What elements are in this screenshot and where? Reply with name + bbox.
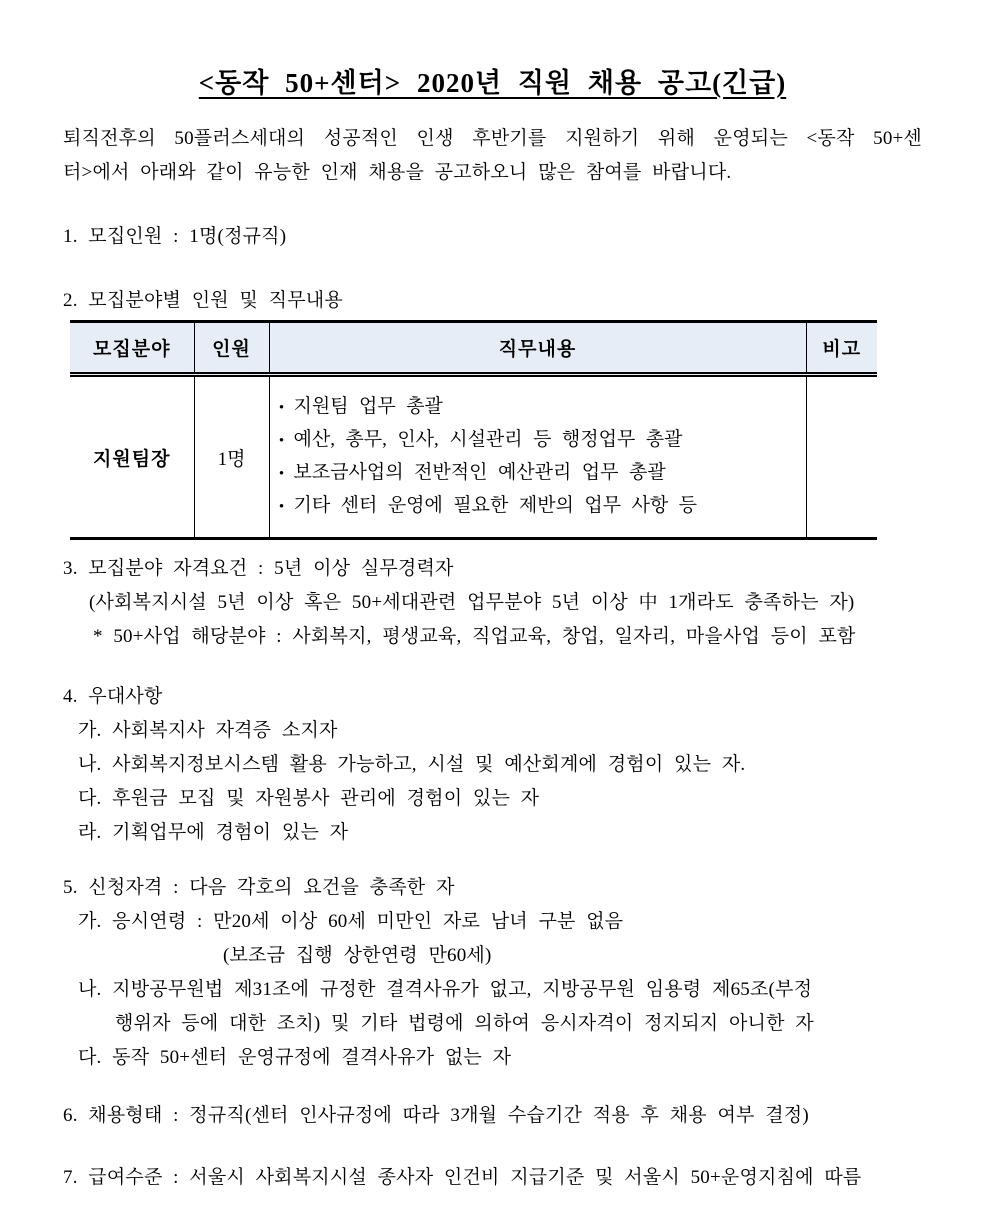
bullet-icon: •: [278, 433, 285, 449]
section-5: [63, 871, 922, 1075]
section-5-item-na-line-1: 나. 지방공무원법 제31조에 규정한 결격사유가 없고, 지방공무원 임용령 제65조(부정: [78, 979, 813, 1000]
duty-text: 기타 센터 운영에 필요한 제반의 업무 사항 등: [293, 495, 698, 516]
intro-line-2: 터>에서 아래와 같이 유능한 인재 채용을 공고하오니 많은 참여를 바랍니다.: [63, 162, 732, 183]
bullet-icon: •: [278, 466, 285, 482]
headcount-cell: 1명: [194, 375, 269, 539]
duty-text: 예산, 총무, 인사, 시설관리 등 행정업무 총괄: [293, 429, 683, 450]
section-2-heading: 2. 모집분야별 인원 및 직무내용: [63, 290, 343, 311]
bullet-icon: •: [278, 400, 285, 416]
recruitment-table-header: [70, 322, 877, 375]
header-row: [70, 322, 877, 375]
section-4-item-ra: 라. 기획업무에 경험이 있는 자: [78, 822, 349, 843]
duty-item: [270, 490, 806, 523]
col-header-duties: 직무내용: [269, 322, 806, 375]
section-5-item-ga: 가. 응시연령 : 만20세 이상 60세 미만인 자로 남녀 구분 없음: [78, 911, 624, 932]
section-4-heading: 4. 우대사항: [63, 686, 163, 707]
duties-cell: [269, 375, 806, 539]
section-3: [63, 552, 922, 654]
document-title: <동작 50+센터> 2020년 직원 채용 공고(긴급): [198, 68, 787, 98]
section-5-item-ga-note: (보조금 집행 상한연령 만60세): [223, 945, 492, 966]
duty-item: [270, 424, 806, 457]
duty-text: 지원팀 업무 총괄: [293, 396, 443, 417]
section-1-heading: 1. 모집인원 : 1명(정규직): [63, 226, 287, 247]
recruitment-table: [70, 320, 877, 540]
duty-text: 보조금사업의 전반적인 예산관리 업무 총괄: [293, 462, 666, 483]
section-5-heading: 5. 신청자격 : 다음 각호의 요건을 충족한 자: [63, 877, 455, 898]
col-header-note: 비고: [806, 322, 877, 375]
field-cell: 지원팀장: [93, 448, 171, 470]
section-7-heading: 7. 급여수준 : 서울시 사회복지시설 종사자 인건비 지급기준 및 서울시 50+운영지침에 따름: [63, 1167, 862, 1188]
intro-line-1: 퇴직전후의 50플러스세대의 성공적인 인생 후반기를 지원하기 위해 운영되는 <동작 50+센: [63, 128, 922, 149]
section-4: [63, 680, 922, 850]
section-4-item-da: 다. 후원금 모집 및 자원봉사 관리에 경험이 있는 자: [78, 788, 540, 809]
section-5-item-da: 다. 동작 50+센터 운영규정에 결격사유가 없는 자: [78, 1047, 512, 1068]
duty-item: [270, 391, 806, 424]
section-5-item-na-line-2: 행위자 등에 대한 조치) 및 기타 법령에 의하여 응시자격이 정지되지 아니한 자: [115, 1013, 814, 1034]
intro-paragraph: [63, 122, 922, 190]
section-3-line-3: * 50+사업 해당분야 : 사회복지, 평생교육, 직업교육, 창업, 일자리, 마을사업 등이 포함: [93, 626, 856, 647]
duty-item: [270, 457, 806, 490]
note-cell: [806, 375, 877, 539]
bullet-icon: •: [278, 499, 285, 515]
section-4-item-na: 나. 사회복지정보시스템 활용 가능하고, 시설 및 예산회계에 경험이 있는 자.: [78, 754, 746, 775]
section-4-item-ga: 가. 사회복지사 자격증 소지자: [78, 720, 338, 741]
col-header-field: 모집분야: [70, 322, 194, 375]
section-6-heading: 6. 채용형태 : 정규직(센터 인사규정에 따라 3개월 수습기간 적용 후 채용 여부 결정): [63, 1105, 809, 1126]
table-row: [70, 375, 877, 539]
col-header-headcount: 인원: [194, 322, 269, 375]
section-3-line-2: (사회복지시설 5년 이상 혹은 50+세대관련 업무분야 5년 이상 中 1개라도 충족하는 자): [89, 592, 855, 613]
section-3-heading: 3. 모집분야 자격요건 : 5년 이상 실무경력자: [63, 558, 454, 579]
